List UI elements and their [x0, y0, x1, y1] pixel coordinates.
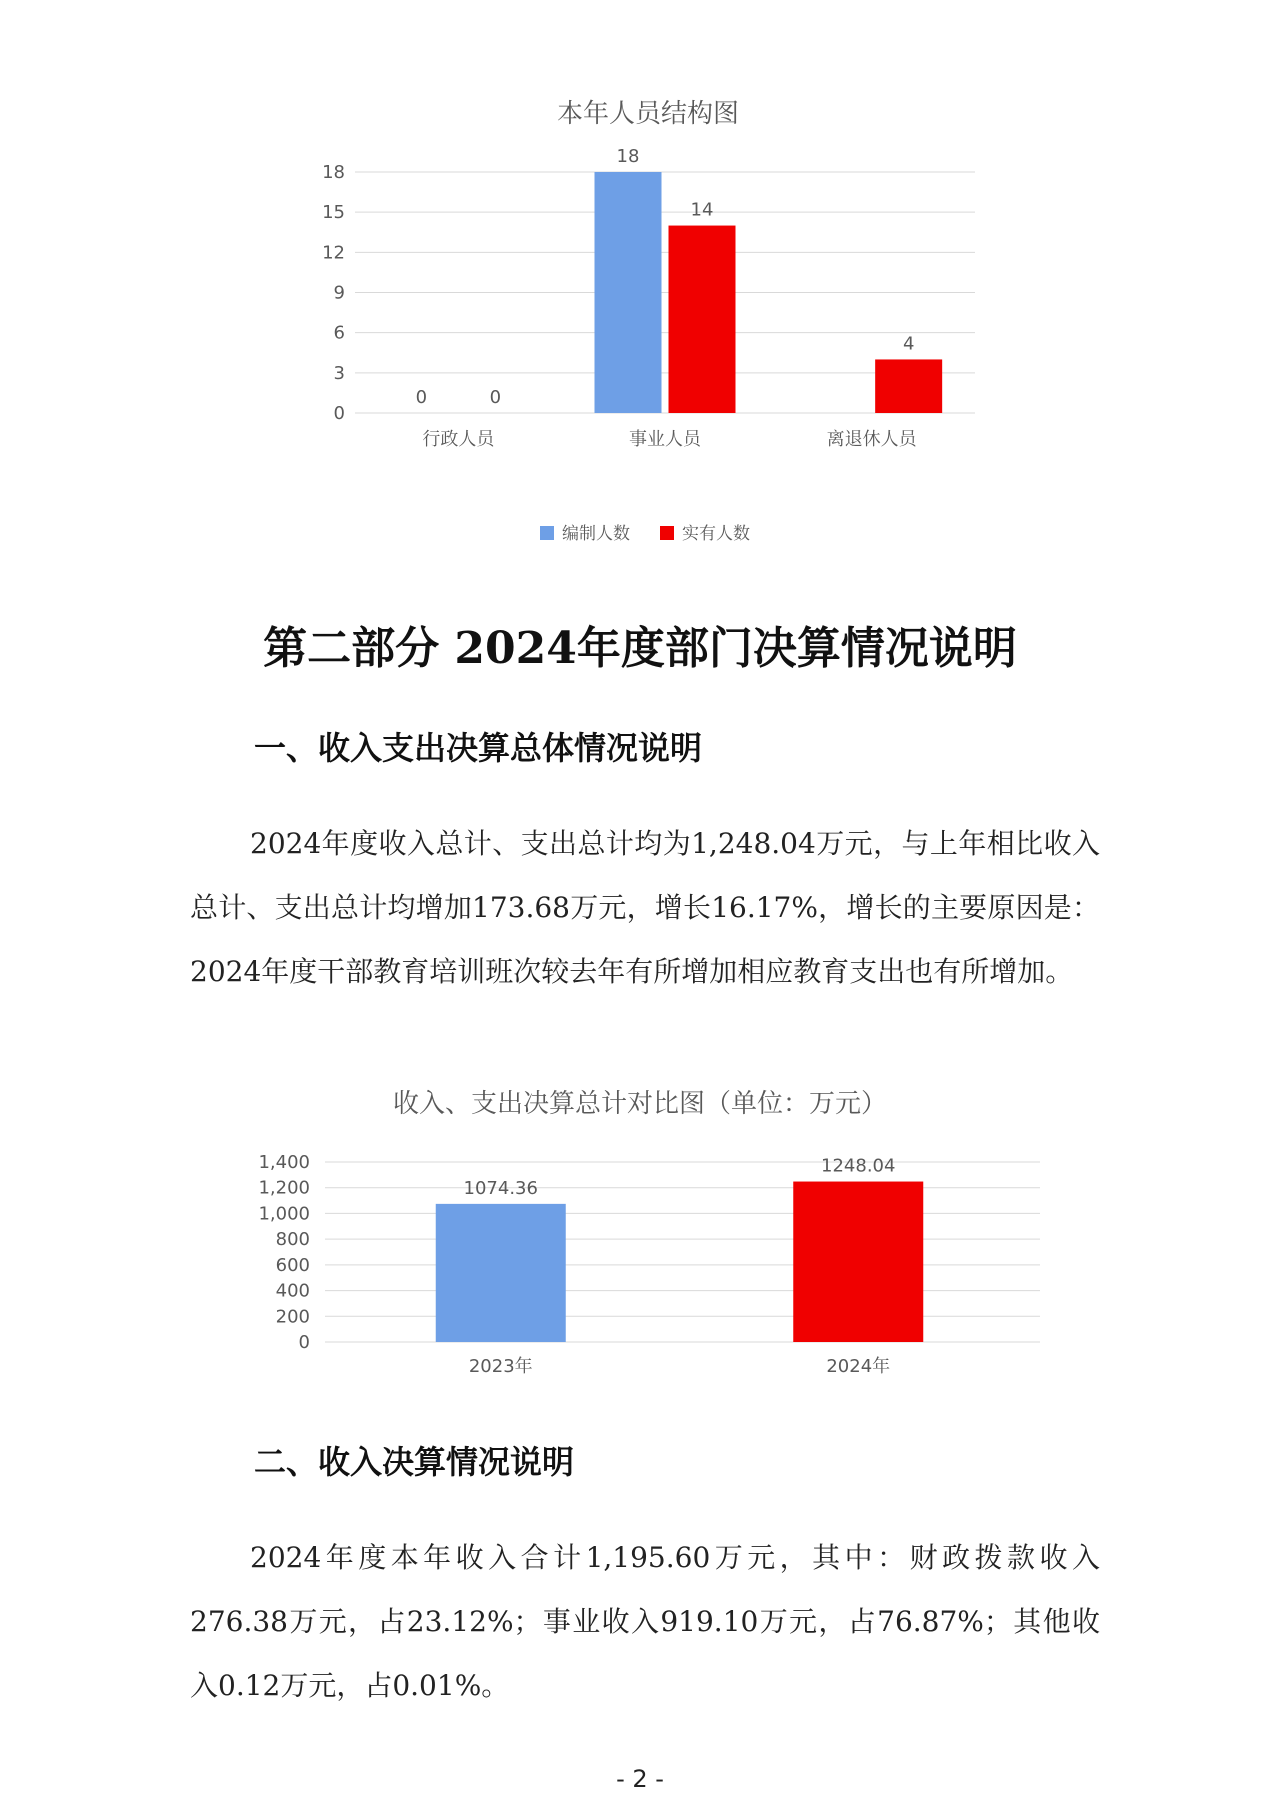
chart1-y-tick-label: 6: [333, 322, 345, 344]
chart1-bar-quota: [595, 172, 662, 413]
chart2-bar-1: [793, 1182, 923, 1342]
chart1-data-label: 0: [489, 387, 502, 408]
chart2-y-tick-label: 600: [275, 1254, 310, 1276]
chart1-data-label: 4: [902, 333, 915, 355]
chart1-data-label: 0: [415, 387, 428, 408]
chart2-y-tick-label: 400: [275, 1280, 310, 1302]
chart1-y-tick-label: 9: [333, 282, 345, 304]
section2-paragraph: 2024年度本年收入合计1,195.60万元，其中：财政拨款收入276.38万元，占23.12%；事业收入919.10万元，占76.87%；其他收入0.12万元，占0.01%。: [190, 1541, 1100, 1702]
section1-title: 一、收入支出决算总体情况说明: [254, 729, 703, 767]
chart2-y-tick-label: 1,400: [258, 1152, 310, 1173]
chart2-y-tick-label: 800: [275, 1229, 310, 1251]
section1-paragraph: 2024年度收入总计、支出总计均为1,248.04万元，与上年相比收入总计、支出总计均增加173.68万元，增长16.17%，增长的主要原因是：2024年度干部教育培训班次较去年有所增加相应教育支出也有所增加。: [190, 827, 1100, 988]
chart2-data-label: 1074.36: [463, 1177, 538, 1199]
chart1-bar-actual: [875, 359, 942, 413]
chart2-x-tick-label: 2024年: [826, 1356, 891, 1377]
chart2-y-tick-label: 0: [298, 1332, 310, 1353]
chart1-y-tick-label: 12: [322, 242, 345, 264]
chart1-legend-swatch: [540, 526, 554, 540]
page-number: - 2 -: [616, 1765, 664, 1793]
chart1-legend-swatch: [660, 526, 674, 540]
chart1-y-tick-label: 18: [322, 162, 345, 183]
chart1-legend-label: 实有人数: [682, 524, 750, 544]
chart1-y-tick-label: 0: [333, 403, 345, 424]
chart2-y-tick-label: 1,000: [258, 1203, 310, 1225]
chart1-x-tick-label: 行政人员: [422, 429, 495, 450]
part-title: 第二部分 2024年度部门决算情况说明: [263, 623, 1017, 674]
chart1-x-tick-label: 离退休人员: [826, 429, 917, 450]
chart1-data-label: 18: [616, 146, 640, 167]
chart2-y-tick-label: 200: [275, 1306, 310, 1328]
chart2-title: 收入、支出决算总计对比图（单位：万元）: [392, 1089, 888, 1119]
section2-title: 二、收入决算情况说明: [254, 1443, 575, 1481]
chart2-y-tick-label: 1,200: [258, 1177, 310, 1199]
chart2-bar-0: [436, 1204, 566, 1342]
chart1-bar-actual: [669, 226, 736, 413]
chart1-x-tick-label: 事业人员: [629, 429, 701, 450]
chart2-data-label: 1248.04: [821, 1155, 896, 1177]
chart1-y-tick-label: 3: [333, 362, 345, 384]
income-expense-chart: [0, 1070, 1280, 1390]
chart1-y-tick-label: 15: [322, 202, 345, 224]
staff-structure-chart: [0, 80, 1280, 550]
chart1-title: 本年人员结构图: [556, 99, 740, 129]
chart1-data-label: 14: [690, 199, 714, 221]
chart2-x-tick-label: 2023年: [468, 1356, 533, 1377]
chart1-legend-label: 编制人数: [562, 524, 630, 544]
